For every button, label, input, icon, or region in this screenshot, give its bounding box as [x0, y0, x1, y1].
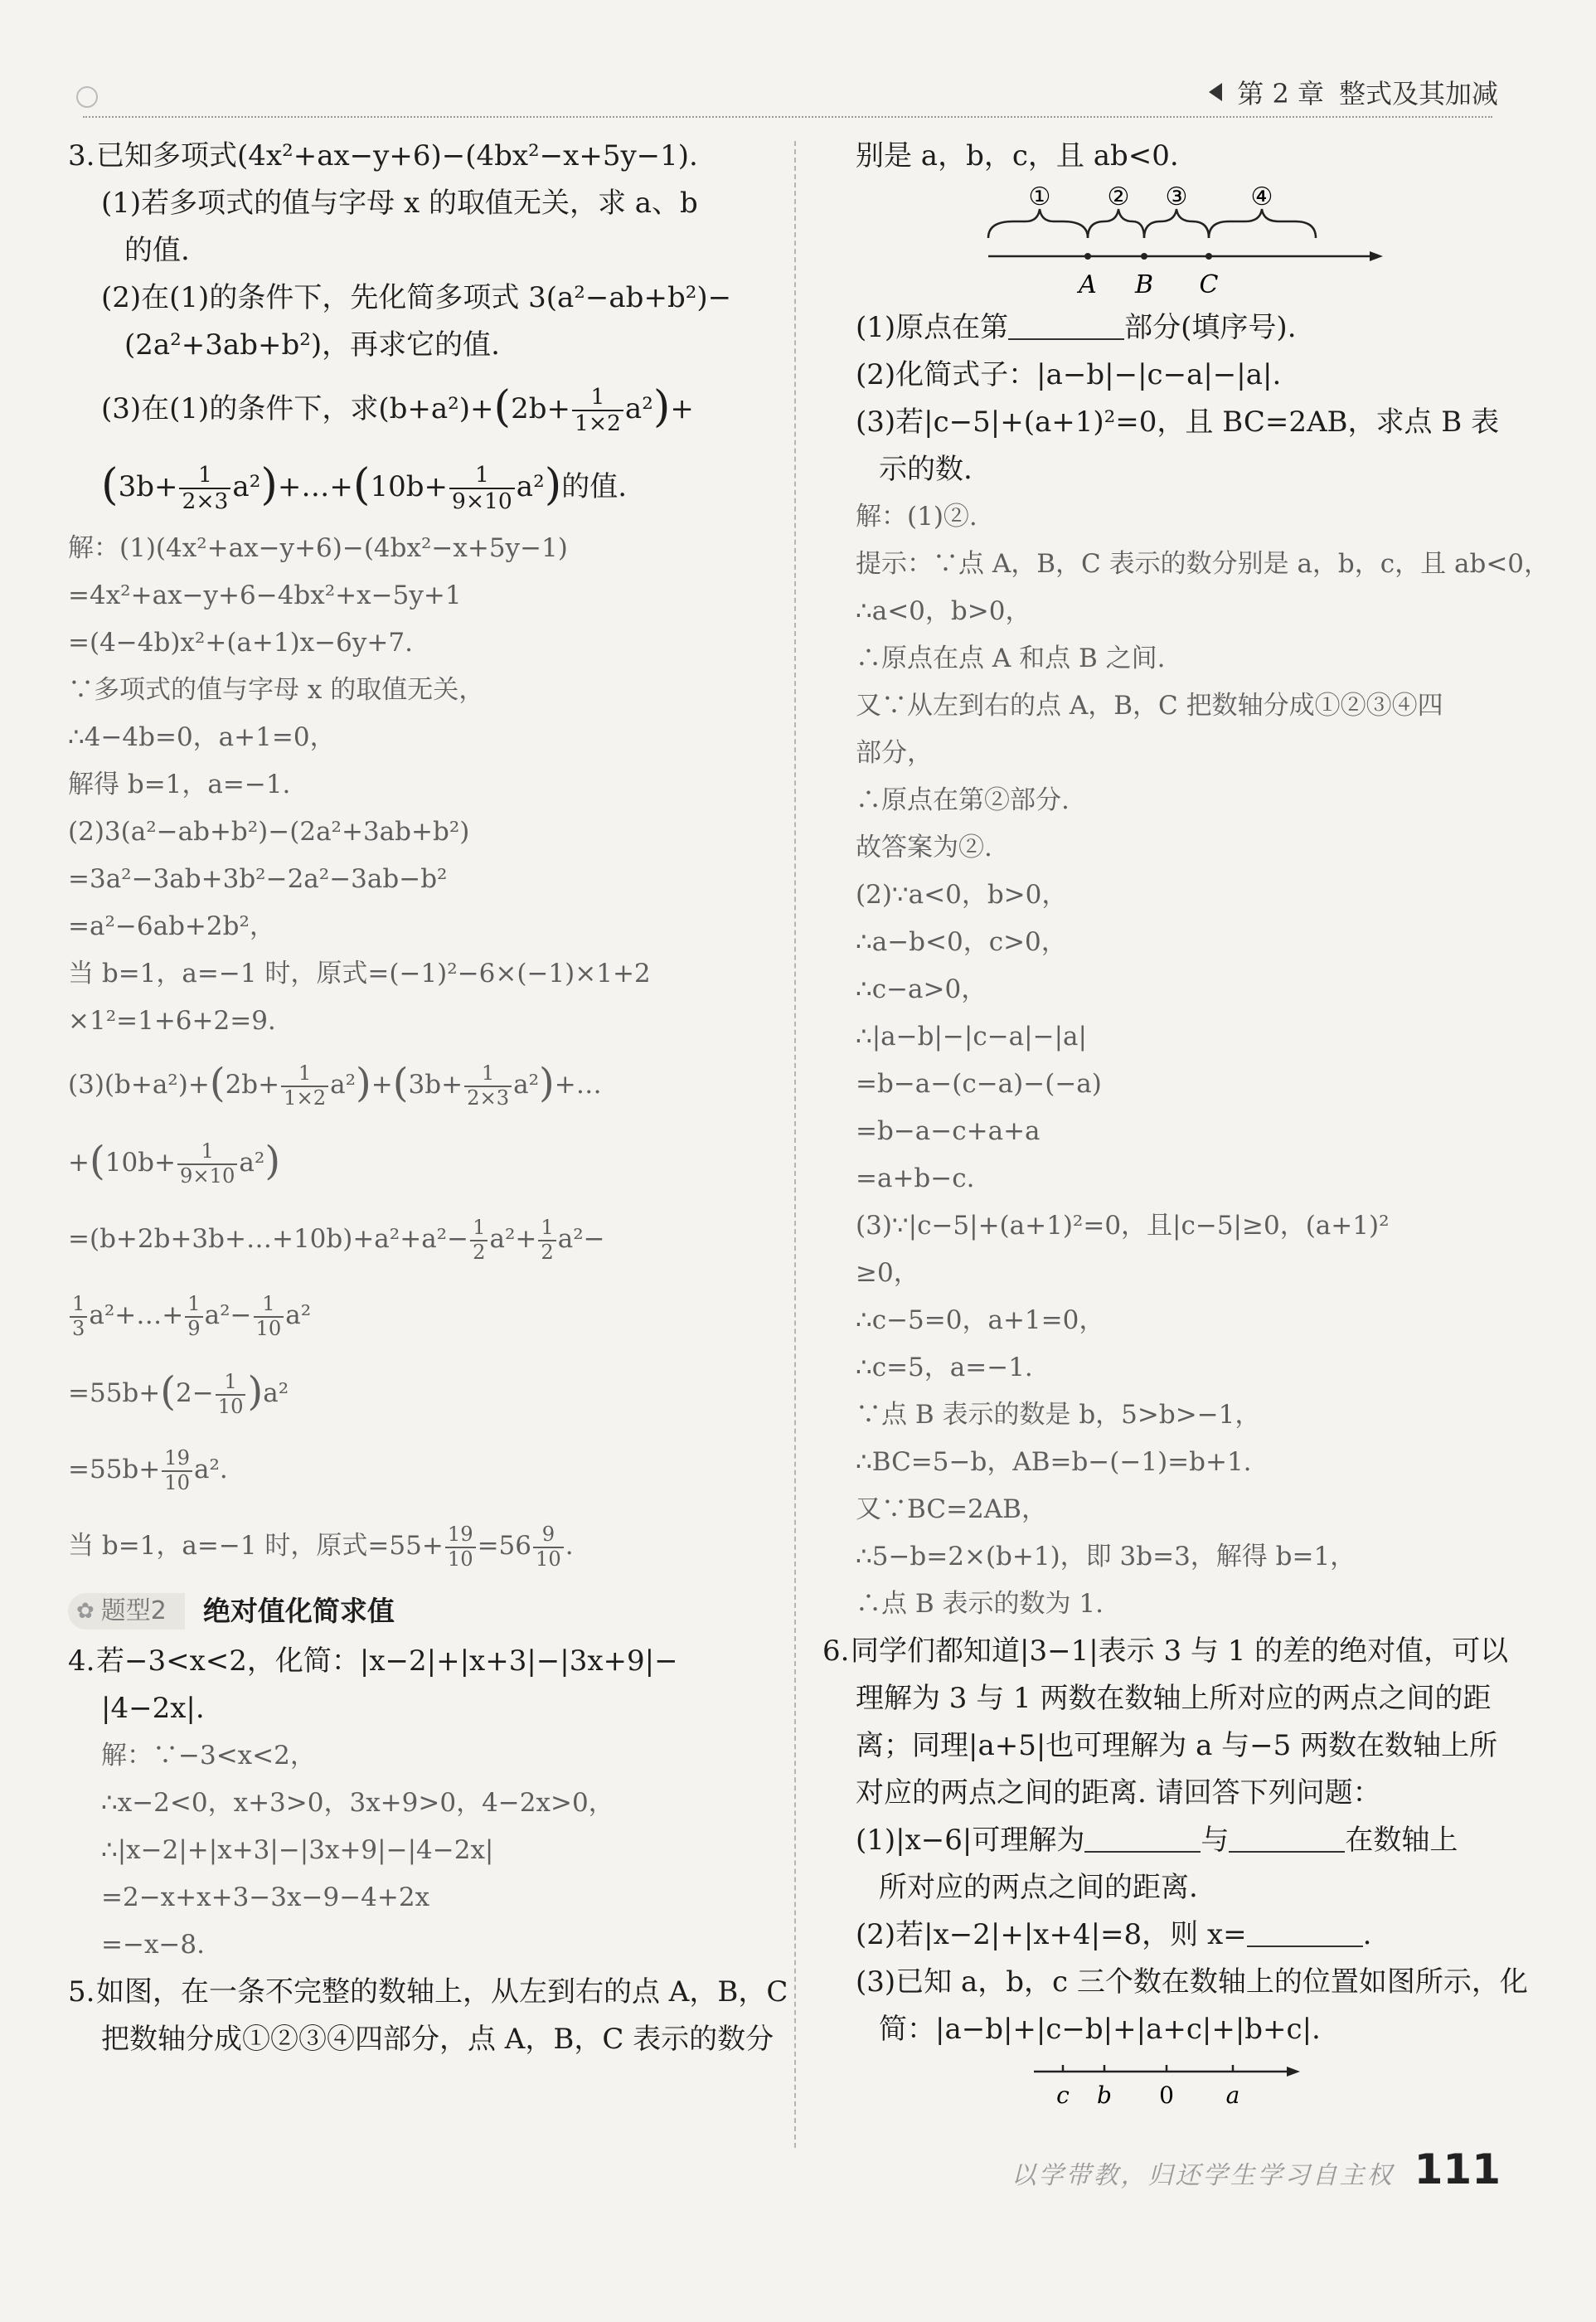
solution-line: ∴c−5=0，a+1=0， [856, 1305, 1105, 1335]
fraction: $\frac{1}{1\times 2}$ [281, 1062, 328, 1110]
left-column [68, 133, 788, 2063]
question-number: 6. [822, 1635, 850, 1668]
part-label: ① [1028, 182, 1051, 211]
question-3 [68, 133, 781, 525]
solution-line: ∴原点在点 A 和点 B 之间. [856, 644, 1166, 673]
question-number: 4. [68, 1644, 95, 1678]
section-header [68, 1587, 781, 1635]
section-tag: ✿ 题型2 [68, 1593, 185, 1630]
q5-part3-line1: (3)若|c−5|+(a+1)²=0，且 BC=2AB，求点 B 表 [856, 406, 1500, 439]
brace-part-4 [1209, 209, 1316, 238]
q6-part3-line2: 简：|a−b|+|c−b|+|a+c|+|b+c|. [879, 2013, 1321, 2046]
point-B [1141, 253, 1147, 260]
page-header [1209, 73, 1498, 111]
answer-blank[interactable] [1247, 1921, 1363, 1947]
solution-line: ×1²=1+6+2=9. [68, 1006, 276, 1036]
part-label: ③ [1165, 182, 1188, 211]
question-stem: 若−3<x<2，化简：|x−2|+|x+3|−|3x+9|− [96, 1644, 678, 1678]
number-line-figure-6 [1030, 2053, 1312, 2120]
solution-line: ∴原点在第②部分. [856, 785, 1070, 815]
q3-part2-line1: (2)在(1)的条件下，先化简多项式 3(a²−ab+b²)− [101, 281, 732, 314]
solution-line: ≥0， [856, 1258, 919, 1288]
triangle-left-icon [1209, 83, 1222, 101]
solution-line: ∴点 B 表示的数为 1. [856, 1589, 1104, 1619]
fraction: $\frac{1}{2}$ [538, 1217, 555, 1265]
brace-part-2 [1088, 209, 1144, 238]
page-number: 111 [1414, 2145, 1501, 2193]
fraction: $\frac{1}{3}$ [70, 1293, 87, 1341]
part-label: ② [1107, 182, 1130, 211]
arrow-right-icon [1287, 2067, 1300, 2077]
q3-part1-line1: (1)若多项式的值与字母 x 的取值无关，求 a、b [101, 187, 698, 220]
q6-part2: (2)若|x−2|+|x+4|=8，则 x= . [856, 1918, 1372, 1951]
solution-line: ∴|x−2|+|x+3|−|3x+9|−|4−2x| [101, 1835, 494, 1865]
solution-line: =a²−6ab+2b²， [68, 911, 275, 941]
point-A [1084, 253, 1091, 260]
point-label: C [1199, 270, 1219, 299]
solution-line: =55b+(2− $\frac{1}{10}$ )a² [68, 1368, 289, 1418]
axis-label: c [1056, 2082, 1070, 2109]
axis-label: a [1225, 2082, 1240, 2109]
footer-slogan: 以学带教，归还学生学习自主权 [1011, 2161, 1395, 2190]
answer-blank[interactable] [1084, 1826, 1201, 1853]
leaf-icon: ✿ [76, 1598, 95, 1624]
section-title: 绝对值化简求值 [202, 1595, 395, 1627]
solution-line: 故答案为②. [856, 833, 992, 862]
question-4 [68, 1638, 781, 1732]
solution-line: +(10b+ $\frac{1}{9\times 10}$ a²) [68, 1138, 281, 1188]
solution-line: ∴x−2<0，x+3>0，3x+9>0，4−2x>0， [101, 1788, 614, 1818]
fraction: $\frac{1}{2}$ [470, 1217, 488, 1265]
solution-line: (3)(b+a²)+(2b+ $\frac{1}{1\times 2}$ a²)+(3b+ $\frac{1}{2\times 3}$ a²)+… [68, 1060, 602, 1110]
fraction: $\frac{1}{9\times 10}$ [177, 1140, 237, 1188]
fraction: $\frac{1}{9}$ [185, 1293, 202, 1341]
question-stem-cont: 理解为 3 与 1 两数在数轴上所对应的两点之间的距 [856, 1682, 1492, 1715]
brace-part-3 [1144, 209, 1209, 238]
solution-line: 解得 b=1，a=−1. [68, 770, 291, 799]
header-rule [83, 116, 1492, 118]
solution-line: (2)∵a<0，b>0， [856, 880, 1068, 910]
fraction: $\frac{1}{2\times 3}$ [464, 1062, 512, 1110]
question-stem-cont: |4−2x|. [101, 1692, 205, 1725]
solution-line: 提示：∵点 A，B，C 表示的数分别是 a，b，c，且 ab<0， [856, 549, 1550, 579]
question-stem-cont: 对应的两点之间的距离. 请回答下列问题： [856, 1776, 1381, 1810]
solution-line: =55b+ $\frac{19}{10}$ a². [68, 1445, 228, 1494]
q6-part1-line1: (1)|x−6|可理解为 与 在数轴上 [856, 1824, 1458, 1857]
arrow-right-icon [1370, 251, 1383, 261]
fraction: $\frac{1}{2\times 3}$ [179, 463, 230, 515]
solution-line: 又∵BC=2AB， [856, 1494, 1047, 1524]
solution-line: (3)∵|c−5|+(a+1)²=0，且|c−5|≥0，(a+1)² [856, 1211, 1390, 1241]
solution-line: =2−x+x+3−3x−9−4+2x [101, 1882, 430, 1912]
q3-part3-line1: (3)在(1)的条件下，求(b+a²)+(2b+ $\frac{1}{1\times 2}$ a²)+ [101, 381, 694, 436]
axis-label: 0 [1159, 2082, 1174, 2109]
fraction: $\frac{1}{9\times 10}$ [449, 463, 515, 515]
solution-line: ∴c=5，a=−1. [856, 1353, 1033, 1382]
point-label: A [1079, 270, 1097, 299]
fraction: $\frac{19}{10}$ [445, 1523, 476, 1571]
q3-part1-line2: 的值. [124, 234, 190, 267]
solution-line: ∴BC=5−b，AB=b−(−1)=b+1. [856, 1447, 1252, 1477]
decorative-circle-icon [76, 86, 98, 108]
brace-part-1 [988, 209, 1088, 238]
solution-5 [822, 493, 1550, 1628]
question-stem: 同学们都知道|3−1|表示 3 与 1 的差的绝对值，可以 [851, 1635, 1509, 1668]
solution-line: 解：∵−3<x<2， [101, 1741, 316, 1771]
solution-line: 解：(1)②. [856, 502, 977, 532]
chapter-title: 整式及其加减 [1338, 78, 1498, 109]
question-6 [822, 1628, 1528, 2053]
question-number: 3. [68, 139, 95, 172]
solution-line: ∴5−b=2×(b+1)，即 3b=3，解得 b=1， [856, 1542, 1356, 1571]
solution-line: ∴|a−b|−|c−a|−|a| [856, 1022, 1087, 1052]
question-stem: 如图，在一条不完整的数轴上，从左到右的点 A，B，C [96, 1975, 788, 2009]
solution-line: =b−a−(c−a)−(−a) [856, 1069, 1102, 1099]
q5-part3-line2: 示的数. [879, 453, 973, 486]
fraction: $\frac{19}{10}$ [162, 1447, 192, 1495]
solution-line: ∴c−a>0， [856, 974, 987, 1004]
right-column [822, 133, 1550, 2120]
solution-line: =a+b−c. [856, 1163, 975, 1193]
number-line-figure-5 [980, 180, 1444, 304]
question-5 [68, 1969, 788, 2063]
axis-label: b [1097, 2082, 1112, 2109]
solution-3 [68, 525, 781, 1584]
question-stem-cont: 离；同理|a+5|也可理解为 a 与−5 两数在数轴上所 [856, 1729, 1498, 1762]
fraction: $\frac{1}{10}$ [254, 1293, 284, 1341]
column-divider [794, 141, 796, 2148]
q6-part3-line1: (3)已知 a，b，c 三个数在数轴上的位置如图所示，化 [856, 1965, 1528, 1999]
point-C [1205, 253, 1212, 260]
solution-line: ∴4−4b=0，a+1=0， [68, 722, 336, 752]
fraction: $\frac{1}{10}$ [216, 1371, 246, 1419]
question-stem-cont: 把数轴分成①②③④四部分，点 A，B，C 表示的数分 [101, 2023, 774, 2056]
q5-part1: (1)原点在第 部分(填序号). [856, 311, 1297, 344]
solution-line: 解：(1)(4x²+ax−y+6)−(4bx²−x+5y−1) [68, 533, 568, 563]
solution-line: 部分， [856, 738, 933, 768]
solution-line: (2)3(a²−ab+b²)−(2a²+3ab+b²) [68, 817, 470, 847]
answer-blank[interactable] [1008, 313, 1124, 340]
solution-line: ∵点 B 表示的数是 b，5>b>−1， [856, 1400, 1261, 1430]
fraction: $\frac{9}{10}$ [533, 1523, 564, 1571]
solution-line: =4x²+ax−y+6−4bx²+x−5y+1 [68, 580, 462, 610]
point-label: B [1134, 270, 1154, 299]
q3-part2-line2: (2a²+3ab+b²)，再求它的值. [124, 328, 500, 362]
page-footer [1011, 2145, 1501, 2193]
solution-line: 又∵从左到右的点 A，B，C 把数轴分成①②③④四 [856, 691, 1443, 721]
solution-line: 当 b=1，a=−1 时，原式=55+ $\frac{19}{10}$ =56 $\frac{9}{10}$ . [68, 1522, 574, 1571]
question-stem: 已知多项式(4x²+ax−y+6)−(4bx²−x+5y−1). [96, 139, 698, 172]
q6-part1-line2: 所对应的两点之间的距离. [879, 1871, 1198, 1904]
solution-line: =(4−4b)x²+(a+1)x−6y+7. [68, 628, 413, 658]
solution-line: ∴a−b<0，c>0， [856, 927, 1067, 957]
solution-line: 当 b=1，a=−1 时，原式=(−1)²−6×(−1)×1+2 [68, 959, 651, 989]
solution-4 [68, 1732, 781, 1969]
solution-line: =(b+2b+3b+…+10b)+a²+a²− $\frac{1}{2}$ a²+ $\frac{1}{2}$ a²− [68, 1215, 605, 1264]
question-5-continued: 别是 a，b，c，且 ab<0. [856, 139, 1179, 172]
part-label: ④ [1250, 182, 1273, 211]
question-number: 5. [68, 1975, 95, 2009]
answer-blank[interactable] [1229, 1826, 1345, 1853]
solution-line: =b−a−c+a+a [856, 1116, 1041, 1146]
q5-part2: (2)化简式子：|a−b|−|c−a|−|a|. [856, 358, 1282, 391]
q3-part3-line2: (3b+ $\frac{1}{2\times 3}$ a²)+…+(10b+ $\frac{1}{9\times 10}$ a²)的值. [101, 459, 628, 514]
solution-line: ∵多项式的值与字母 x 的取值无关， [68, 675, 485, 705]
solution-line: =3a²−3ab+3b²−2a²−3ab−b² [68, 864, 448, 894]
solution-line: =−x−8. [101, 1930, 205, 1960]
solution-line: $\frac{1}{3}$ a²+…+ $\frac{1}{9}$ a²− $\frac{1}{10}$ a² [68, 1277, 781, 1353]
solution-line: ∴a<0，b>0， [856, 596, 1031, 626]
chapter-label: 第 2 章 [1237, 78, 1324, 109]
fraction: $\frac{1}{1\times 2}$ [572, 385, 623, 437]
